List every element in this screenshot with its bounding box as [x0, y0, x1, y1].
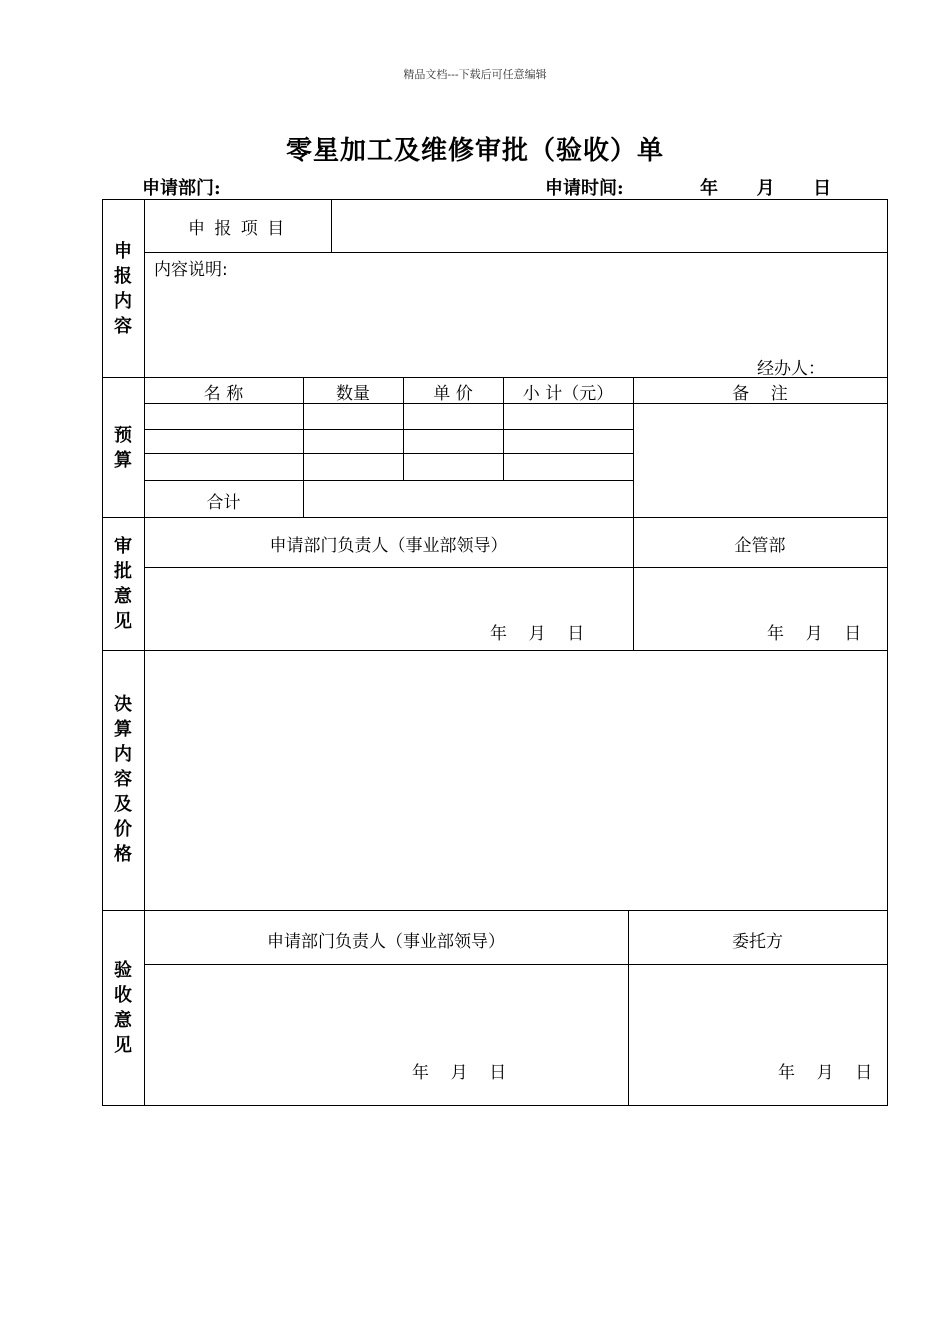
border-right [887, 199, 888, 1106]
budget-col-name: 名 称 [203, 384, 244, 404]
approval-right-header: 企管部 [734, 536, 786, 556]
budget-row-divider-3 [144, 480, 633, 481]
border-top [102, 199, 888, 200]
time-label: 申请时间: [545, 178, 624, 199]
border-bottom [102, 1105, 888, 1106]
acceptance-side-label: 验 收 意 见 [114, 960, 132, 1056]
budget-col-subtotal: 小 计（元） [522, 384, 614, 404]
header-date [700, 174, 831, 200]
declaration-side-label: 申 报 内 容 [114, 241, 132, 337]
budget-col-remarks: 备 注 [732, 384, 788, 404]
budget-col-quantity: 数量 [336, 384, 370, 404]
section-divider-2 [102, 517, 888, 518]
page-title: 零星加工及维修审批（验收）单 [285, 136, 664, 166]
acceptance-header-divider [144, 964, 888, 965]
budget-total-label: 合计 [206, 493, 241, 513]
approval-header-divider [144, 567, 888, 568]
label-column-divider [144, 199, 145, 1106]
declaration-item-divider [331, 199, 332, 253]
approval-left-date: 年 月 日 [490, 624, 585, 644]
approval-left-header: 申请部门负责人（事业部领导） [269, 536, 508, 556]
header-month: 月 [756, 178, 775, 199]
header-day: 日 [813, 178, 832, 199]
budget-col-unit-price: 单 价 [433, 384, 473, 404]
section-divider-4 [102, 910, 888, 911]
budget-side-label: 预 算 [114, 425, 132, 471]
dept-label: 申请部门: [142, 178, 221, 199]
header-note: 精品文档---下载后可任意编辑 [403, 68, 547, 81]
acceptance-right-date: 年 月 日 [778, 1063, 873, 1083]
border-left [102, 199, 103, 1106]
budget-row-divider-1 [144, 429, 633, 430]
acceptance-left-header: 申请部门负责人（事业部领导） [267, 932, 505, 952]
acceptance-right-header: 委托方 [732, 932, 783, 952]
declaration-row-divider [144, 252, 888, 253]
header-year: 年 [700, 178, 718, 199]
settlement-side-label: 决 算 内 容 及 价 格 [114, 694, 132, 865]
declaration-item-label: 申 报 项 目 [188, 219, 287, 239]
approval-right-date: 年 月 日 [767, 624, 862, 644]
handler-label: 经办人： [757, 359, 825, 379]
approval-form [102, 199, 888, 1106]
section-divider-3 [102, 650, 888, 651]
approval-side-label: 审 批 意 见 [114, 536, 132, 632]
acceptance-left-date: 年 月 日 [412, 1063, 507, 1083]
budget-row-divider-2 [144, 453, 633, 454]
content-description-label: 内容说明: [154, 260, 228, 280]
